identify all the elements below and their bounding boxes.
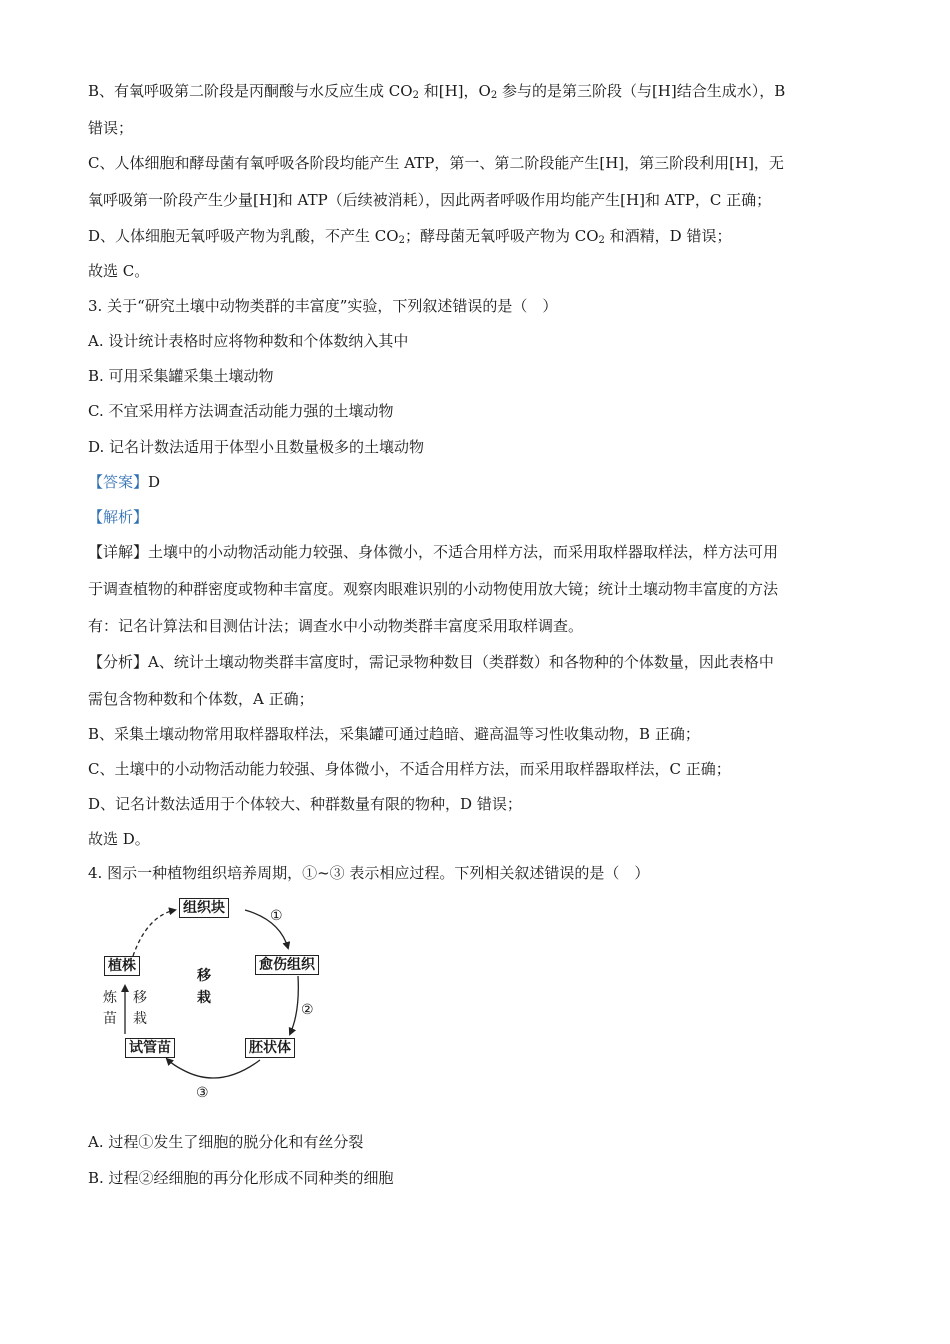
- callus-box: 愈伤组织: [255, 955, 319, 975]
- answer-value: D: [148, 473, 161, 491]
- analysis-tag: 【解析】: [88, 508, 149, 526]
- option-a: A. 过程①发生了细胞的脱分化和有丝分裂: [88, 1133, 364, 1151]
- analysis-line: B、采集土壤动物常用取样器取样法，采集罐可通过趋暗、避高温等习性收集动物，B 正确；: [88, 725, 700, 743]
- text-line: 氧呼吸第一阶段产生少量[H]和 ATP（后续被消耗），因此两者呼吸作用均能产生[H]和 ATP，C 正确；: [88, 191, 772, 209]
- fenxi-tag: 【分析】: [88, 653, 149, 671]
- detail-tag: 【详解】: [88, 543, 149, 561]
- detail-line: 有：记名计算法和目测估计法；调查水中小动物类群丰富度采用取样调查。: [88, 617, 584, 635]
- analysis-line: 故选 D。: [88, 830, 150, 848]
- question-3: 3. 关于“研究土壤中动物类群的丰富度”实验，下列叙述错误的是（ ）: [88, 297, 558, 315]
- option-a: A. 设计统计表格时应将物种数和个体数纳入其中: [88, 332, 409, 350]
- analysis-line: D、记名计数法适用于个体较大、种群数量有限的物种，D 错误；: [88, 795, 522, 813]
- detail-line: 【详解】土壤中的小动物活动能力较强、身体微小，不适合用样方法，而采用取样器取样法，样方法可用: [88, 543, 779, 561]
- option-d: D. 记名计数法适用于体型小且数量极多的土壤动物: [88, 438, 425, 456]
- center-label: 栽: [197, 990, 211, 1006]
- transplant-label: 移: [133, 990, 147, 1006]
- answer-line: [88, 471, 160, 493]
- detail-line: 于调查植物的种群密度或物种丰富度。观察肉眼难识别的小动物使用放大镜；统计土壤动物丰富度的方法: [88, 580, 779, 598]
- step-2-label: ②: [301, 1002, 314, 1018]
- plantlet-box: 试管苗: [125, 1038, 175, 1058]
- plant-box: 植株: [104, 956, 140, 976]
- answer-tag: 【答案】: [88, 473, 149, 491]
- step-3-label: ③: [196, 1085, 209, 1101]
- text-line: D、人体细胞无氧呼吸产物为乳酸，不产生 $CO_2$；酵母菌无氧呼吸产物为 $CO_2$ 和酒精，D 错误；: [88, 227, 732, 246]
- option-b: B. 过程②经细胞的再分化形成不同种类的细胞: [88, 1169, 394, 1187]
- text-line: 故选 C。: [88, 262, 150, 280]
- cycle-arrows: [95, 892, 340, 1107]
- option-b: B. 可用采集罐采集土壤动物: [88, 367, 274, 385]
- option-c: C. 不宜采用样方法调查活动能力强的土壤动物: [88, 402, 394, 420]
- tissue-block-box: 组织块: [179, 898, 229, 918]
- harden-label: 炼: [103, 990, 117, 1006]
- analysis-line: C、土壤中的小动物活动能力较强、身体微小，不适合用样方法，而采用取样器取样法，C 正确；: [88, 760, 731, 778]
- text-line: B、有氧呼吸第二阶段是丙酮酸与水反应生成 $CO_2$ 和[H]，$O_2$ 参与的是第三阶段（与[H]结合生成水），B: [88, 82, 786, 101]
- step-1-label: ①: [270, 908, 283, 924]
- center-label: 移: [197, 968, 211, 984]
- transplant-label: 栽: [133, 1011, 147, 1027]
- embryoid-box: 胚状体: [245, 1038, 295, 1058]
- analysis-line: 需包含物种数和个体数，A 正确；: [88, 690, 314, 708]
- question-4: 4. 图示一种植物组织培养周期，①~③ 表示相应过程。下列相关叙述错误的是（ ）: [88, 864, 650, 882]
- text-line: C、人体细胞和酵母菌有氧呼吸各阶段均能产生 ATP，第一、第二阶段能产生[H]，第三阶段利用[H]，无: [88, 154, 784, 172]
- tissue-culture-diagram: [95, 892, 340, 1107]
- harden-label: 苗: [103, 1011, 117, 1027]
- text-line: 错误；: [88, 119, 134, 137]
- analysis-line: 【分析】A、统计土壤动物类群丰富度时，需记录物种数目（类群数）和各物种的个体数量，因此表格中: [88, 653, 774, 671]
